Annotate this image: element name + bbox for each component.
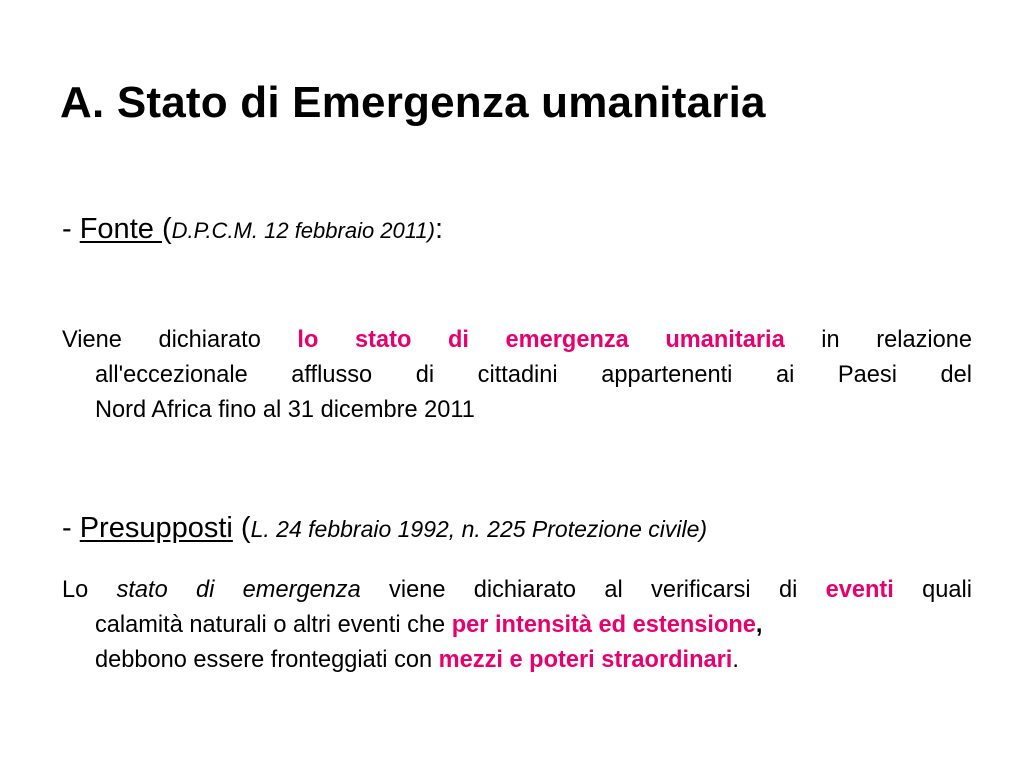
paragraph-line: [62, 573, 972, 608]
source-line-fonte: [62, 213, 443, 246]
paragraph-line: [62, 608, 972, 643]
source-label: Fonte: [79, 213, 162, 245]
bullet-dash: -: [62, 512, 80, 544]
text: all'eccezionale afflusso di cittadini appartenenti ai Paesi del: [95, 362, 972, 388]
paragraph-line: [62, 393, 972, 428]
source-reference: L. 24 febbraio 1992, n. 225 Protezione civile): [250, 516, 708, 542]
paragraph-line: [62, 323, 972, 358]
text: Lo: [62, 577, 117, 603]
source-reference: D.P.C.M. 12 febbraio 2011): [171, 218, 435, 243]
paragraph-definition: [62, 573, 972, 678]
highlighted-text: eventi: [825, 577, 894, 603]
open-paren: (: [161, 213, 172, 245]
colon: :: [434, 213, 444, 245]
text: viene dichiarato al verificarsi di: [360, 577, 826, 603]
text: in relazione: [821, 327, 973, 353]
paragraph-line: [62, 358, 972, 393]
highlighted-text: mezzi e poteri straordinari: [438, 647, 733, 673]
slide-title: A. Stato di Emergenza umanitaria: [60, 78, 766, 127]
text: debbono essere fronteggiati con: [95, 647, 439, 673]
text: Viene dichiarato: [62, 327, 298, 353]
source-label: Presupposti: [79, 512, 233, 544]
text: .: [732, 647, 739, 673]
italic-text: stato di emergenza: [116, 577, 361, 603]
text: Nord Africa fino al 31 dicembre 2011: [95, 397, 475, 423]
paragraph-line: [62, 643, 972, 678]
open-paren: (: [232, 512, 251, 544]
text: calamità naturali o altri eventi che: [95, 612, 452, 638]
paragraph-declaration: [62, 323, 972, 428]
bullet-dash: -: [62, 213, 80, 245]
text: quali: [893, 577, 972, 603]
highlighted-text: per intensità ed estensione: [451, 612, 756, 638]
source-line-presupposti: [62, 512, 707, 545]
text: ,: [755, 612, 763, 638]
highlighted-text: lo stato di emergenza umanitaria: [297, 327, 785, 353]
